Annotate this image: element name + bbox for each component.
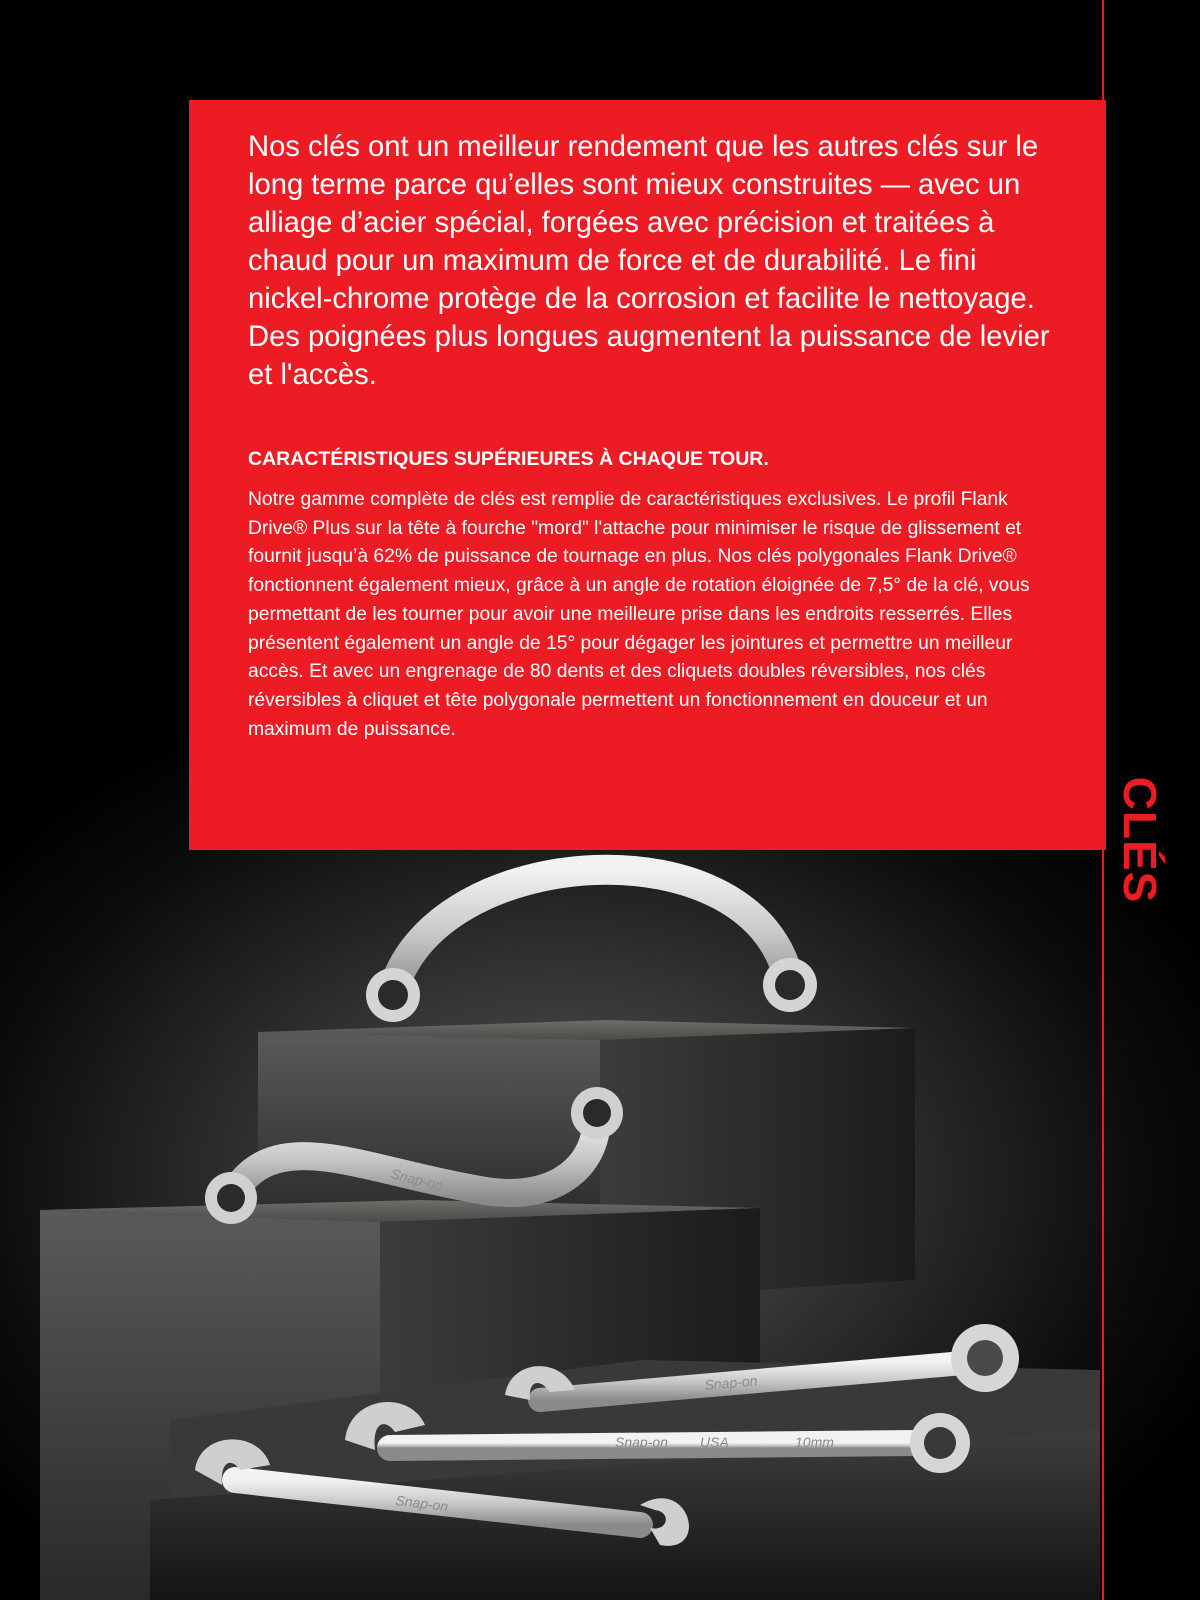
svg-text:10mm: 10mm (795, 1434, 834, 1450)
section-heading: CARACTÉRISTIQUES SUPÉRIEURES À CHAQUE TOUR. (248, 448, 769, 470)
section-body: Notre gamme complète de clés est remplie de caractéristiques exclusives. Le profil Flank Drive® Plus sur la tête à fourche "mord" l'attache pour minimiser le risque de glissement et fournit jusqu’à 62% de puissance de tournage en plus. Nos clés polygonales Flank Drive® fonctionnent également mieux, grâce à un angle de rotation éloignée de 7,5° de la clé, vous permettant de les tourner pour avoir une meilleure prise dans les endroits resserrés. Elles présentent également un angle de 15° pour dégager les jointures et permettre un meilleur accès. Et avec un engrenage de 80 dents et des cliquets doubles réversibles, nos clés réversibles à cliquet et tête polygonale permettent un fonctionnement en douceur et un maximum de puissance. (248, 489, 1030, 740)
svg-text:Snap-on: Snap-on (389, 1165, 445, 1194)
svg-text:Snap-on: Snap-on (615, 1434, 668, 1450)
svg-text:USA: USA (700, 1434, 729, 1450)
svg-text:Snap-on: Snap-on (394, 1492, 450, 1515)
chapter-tab-label: CLÉS (1114, 776, 1166, 904)
svg-text:Snap-on: Snap-on (703, 1372, 758, 1393)
intro-paragraph: Nos clés ont un meilleur rendement que les autres clés sur le long terme parce qu’elles sont mieux construites — avec un alliage d’acier spécial, forgées avec précision et traitées à chaud pour un maximum de force et de durabilité. Le fini nickel-chrome protège de la corrosion et facilite le nettoyage. Des poignées plus longues augmentent la puissance de levier et l'accès. (248, 131, 1050, 391)
half-moon-wrench (366, 870, 817, 1022)
chapter-tab (1115, 765, 1165, 915)
